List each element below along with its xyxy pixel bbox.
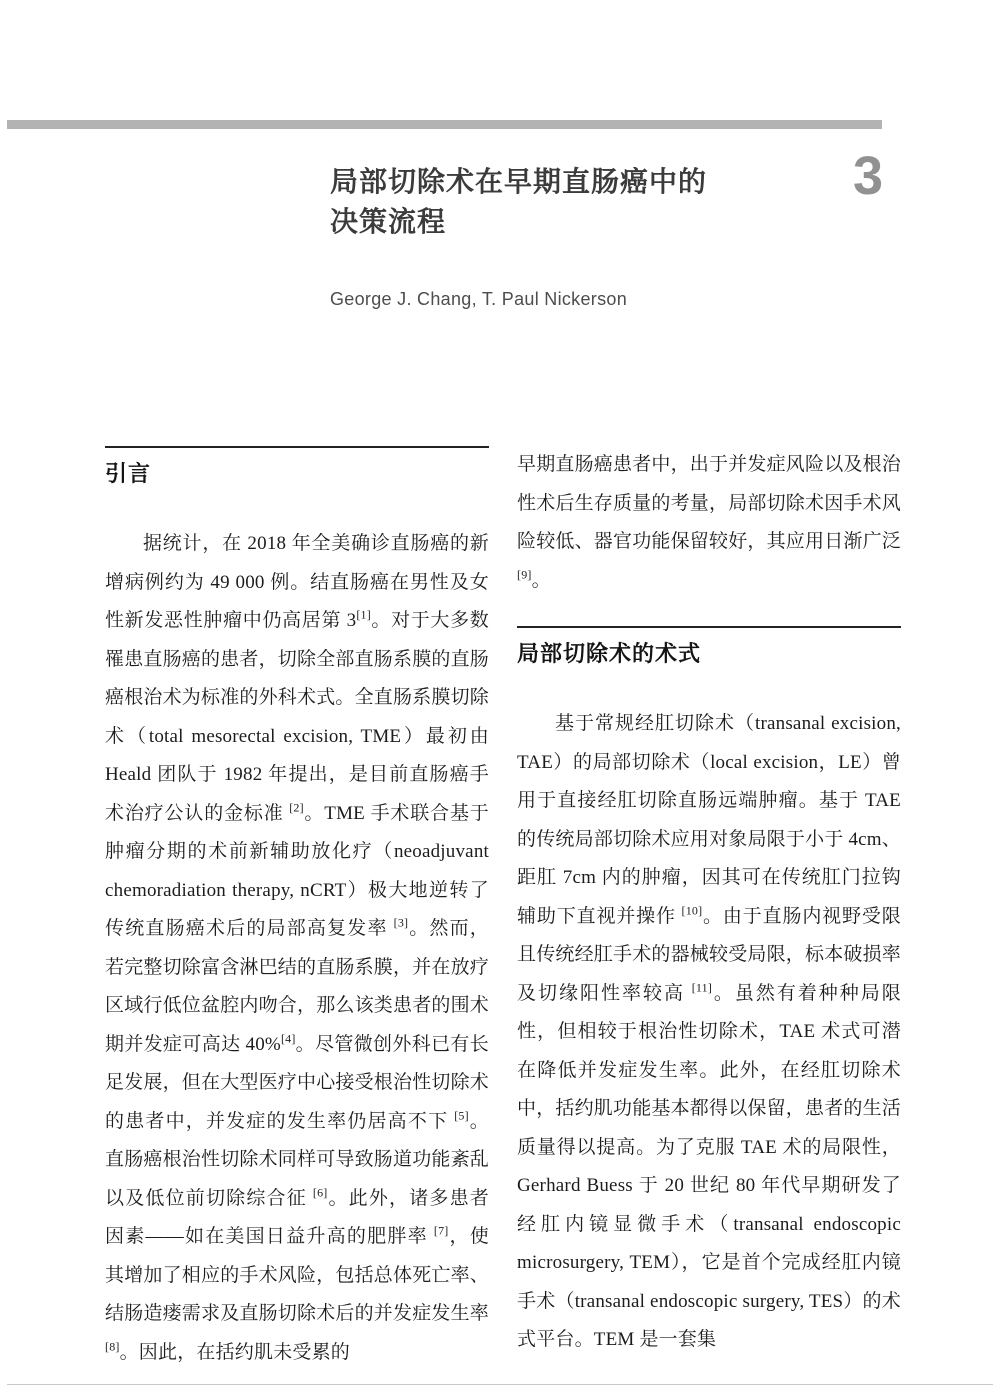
chapter-title-line2: 决策流程: [330, 206, 447, 237]
chapter-title-line1: 局部切除术在早期直肠癌中的: [330, 166, 708, 197]
page-bottom-rule: [7, 1384, 993, 1385]
local-excision-techniques-paragraph: 基于常规经肛切除术（transanal excision, TAE）的局部切除术（local excision，LE）曾用于直接经肛切除直肠远端肿瘤。基于 TAE 的传统局部切除术应用对象局限于小于 4cm、距肛 7cm 内的肿瘤，因其可在传统肛门拉钩辅助下直视并操作 [10]。由于直肠内视野受限且传统经肛手术的器械较受局限，标本破损率及切缘阳性率较高 [11]。虽然有着种种局限性，但相较于根治性切除术，TAE 术式可潜在降低并发症发生率。此外，在经肛切除术中，括约肌功能基本都得以保留，患者的生活质量得以提高。为了克服 TAE 术的局限性，Gerhard Buess 于 20 世纪 80 年代早期研发了经肛内镜显微手术（transanal endoscopic microsurgery, TEM），它是首个完成经肛内镜手术（transanal endoscopic surgery, TES）的术式平台。TEM 是一套集: [517, 713, 902, 1350]
introduction-paragraph: 据统计，在 2018 年全美确诊直肠癌的新增病例约为 49 000 例。结直肠癌在男性及女性新发恶性肿瘤中仍高居第 3[1]。对于大多数罹患直肠癌的患者，切除全部直肠系膜的直肠癌根治术为标准的外科术式。全直肠系膜切除术（total mesorectal excision, TME）最初由 Heald 团队于 1982 年提出，是目前直肠癌手术治疗公认的金标准 [2]。TME 手术联合基于肿瘤分期的术前新辅助放化疗（neoadjuvant chemoradiation therapy, nCRT）极大地逆转了传统直肠癌术后的局部高复发率 [3]。然而，若完整切除富含淋巴结的直肠系膜，并在放疗区域行低位盆腔内吻合，那么该类患者的围术期并发症可高达 40%[4]。尽管微创外科已有长足发展，但在大型医疗中心接受根治性切除术的患者中，并发症的发生率仍居高不下 [5]。直肠癌根治性切除术同样可导致肠道功能紊乱以及低位前切除综合征 [6]。此外，诸多患者因素——如在美国日益升高的肥胖率 [7]，使其增加了相应的手术风险，包括总体死亡率、结肠造瘘需求及直肠切除术后的并发症发生率 [8]。因此，在括约肌未受累的: [105, 533, 490, 1363]
chapter-divider-bar: [7, 120, 882, 129]
chapter-authors: George J. Chang, T. Paul Nickerson: [330, 289, 628, 309]
section-heading-local-excision-techniques: 局部切除术的术式: [517, 626, 901, 669]
introduction-paragraph-continued: 早期直肠癌患者中，出于并发症风险以及根治性术后生存质量的考量，局部切除术因手术风险较低、器官功能保留较好，其应用日渐广泛 [9]。: [517, 454, 902, 591]
right-column: [517, 446, 901, 1372]
two-column-body: [105, 446, 901, 1372]
chapter-title: [330, 162, 707, 242]
left-column: [105, 446, 489, 1372]
section-heading-introduction: 引言: [105, 446, 489, 489]
chapter-number: 3: [853, 146, 884, 206]
